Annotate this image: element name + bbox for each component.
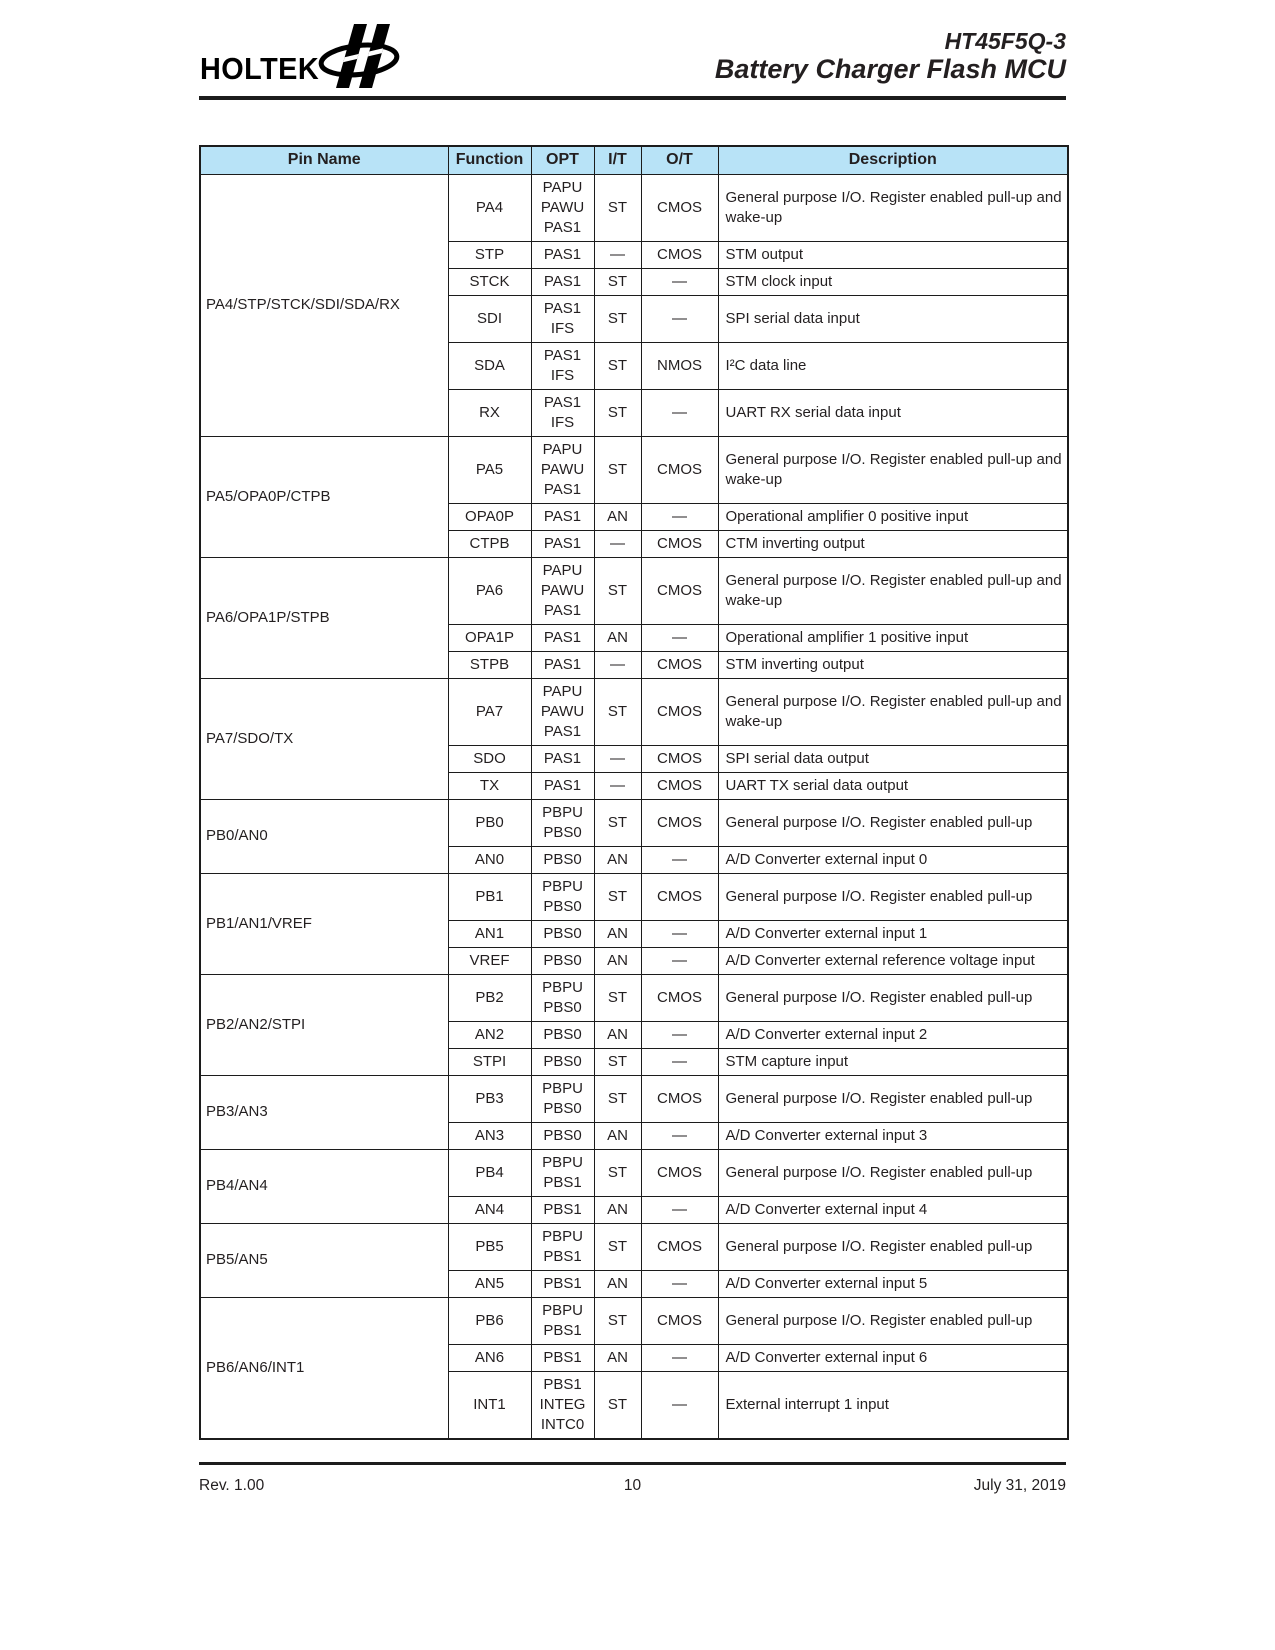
opt-register: PAPU: [542, 440, 583, 458]
opt-register: PBS1: [543, 1274, 582, 1292]
footer-date: July 31, 2019: [973, 1477, 1066, 1494]
description-cell: STM clock input: [718, 268, 1068, 295]
function-cell: PB4: [448, 1149, 531, 1196]
output-type-cell: —: [641, 268, 718, 295]
description-cell: General purpose I/O. Register enabled pull-up: [718, 974, 1068, 1021]
opt-register: PBS0: [543, 1099, 582, 1117]
table-body: [200, 174, 1068, 1439]
holtek-logo: [200, 22, 400, 90]
opt-cell: [531, 745, 594, 772]
function-cell: VREF: [448, 947, 531, 974]
pin-name-cell: PA7/SDO/TX: [200, 678, 448, 799]
output-type-cell: CMOS: [641, 557, 718, 624]
description-cell: General purpose I/O. Register enabled pull-up: [718, 799, 1068, 846]
input-type-cell: —: [594, 241, 641, 268]
input-type-cell: ST: [594, 799, 641, 846]
table-row: [200, 799, 1068, 846]
opt-register: IFS: [550, 413, 575, 431]
opt-register: PAWU: [540, 702, 585, 720]
opt-register: PAS1: [543, 655, 582, 673]
function-cell: RX: [448, 389, 531, 436]
function-cell: SDO: [448, 745, 531, 772]
function-cell: PA5: [448, 436, 531, 503]
column-header-opt: OPT: [531, 146, 594, 174]
pin-name-cell: PB1/AN1/VREF: [200, 873, 448, 974]
table-row: [200, 678, 1068, 745]
table-row: [200, 174, 1068, 241]
description-cell: SPI serial data output: [718, 745, 1068, 772]
opt-register: PBS0: [543, 897, 582, 915]
opt-cell: [531, 268, 594, 295]
opt-register: PBPU: [542, 803, 583, 821]
opt-cell: [531, 1196, 594, 1223]
column-header-i-t: I/T: [594, 146, 641, 174]
description-cell: STM capture input: [718, 1048, 1068, 1075]
opt-register: IFS: [550, 366, 575, 384]
description-cell: General purpose I/O. Register enabled pull-up: [718, 1075, 1068, 1122]
output-type-cell: —: [641, 920, 718, 947]
output-type-cell: CMOS: [641, 678, 718, 745]
opt-cell: [531, 503, 594, 530]
opt-cell: [531, 342, 594, 389]
output-type-cell: CMOS: [641, 436, 718, 503]
output-type-cell: NMOS: [641, 342, 718, 389]
function-cell: SDA: [448, 342, 531, 389]
column-header-description: Description: [718, 146, 1068, 174]
function-cell: OPA0P: [448, 503, 531, 530]
description-cell: Operational amplifier 1 positive input: [718, 624, 1068, 651]
description-cell: A/D Converter external input 6: [718, 1344, 1068, 1371]
output-type-cell: CMOS: [641, 1297, 718, 1344]
description-cell: STM inverting output: [718, 651, 1068, 678]
page-header: [199, 22, 1066, 94]
description-cell: UART TX serial data output: [718, 772, 1068, 799]
input-type-cell: ST: [594, 873, 641, 920]
input-type-cell: ST: [594, 389, 641, 436]
opt-cell: [531, 772, 594, 799]
output-type-cell: CMOS: [641, 651, 718, 678]
opt-cell: [531, 1048, 594, 1075]
opt-cell: [531, 920, 594, 947]
opt-register: PAS1: [543, 628, 582, 646]
output-type-cell: CMOS: [641, 1149, 718, 1196]
input-type-cell: ST: [594, 1223, 641, 1270]
description-cell: A/D Converter external input 3: [718, 1122, 1068, 1149]
opt-cell: [531, 1122, 594, 1149]
function-cell: INT1: [448, 1371, 531, 1439]
opt-register: IFS: [550, 319, 575, 337]
opt-cell: [531, 241, 594, 268]
opt-register: PBPU: [542, 978, 583, 996]
function-cell: PB1: [448, 873, 531, 920]
part-number: HT45F5Q-3: [944, 28, 1066, 54]
function-cell: AN5: [448, 1270, 531, 1297]
opt-register: PBPU: [542, 1227, 583, 1245]
pin-name-cell: PA5/OPA0P/CTPB: [200, 436, 448, 557]
output-type-cell: CMOS: [641, 873, 718, 920]
output-type-cell: —: [641, 503, 718, 530]
opt-cell: [531, 947, 594, 974]
opt-cell: [531, 530, 594, 557]
description-cell: A/D Converter external input 5: [718, 1270, 1068, 1297]
description-cell: STM output: [718, 241, 1068, 268]
opt-register: PBS0: [543, 850, 582, 868]
opt-register: PBPU: [542, 877, 583, 895]
input-type-cell: —: [594, 772, 641, 799]
table-row: [200, 1075, 1068, 1122]
input-type-cell: ST: [594, 342, 641, 389]
table-head: [200, 146, 1068, 174]
page-footer: [199, 1477, 1066, 1495]
opt-register: PBS0: [543, 1025, 582, 1043]
opt-register: INTC0: [540, 1415, 585, 1433]
description-cell: Operational amplifier 0 positive input: [718, 503, 1068, 530]
output-type-cell: —: [641, 1371, 718, 1439]
opt-cell: [531, 436, 594, 503]
input-type-cell: ST: [594, 174, 641, 241]
function-cell: PA7: [448, 678, 531, 745]
function-cell: AN2: [448, 1021, 531, 1048]
opt-cell: [531, 1371, 594, 1439]
description-cell: General purpose I/O. Register enabled pull-up and wake-up: [718, 174, 1068, 241]
input-type-cell: ST: [594, 295, 641, 342]
description-cell: A/D Converter external input 4: [718, 1196, 1068, 1223]
function-cell: AN1: [448, 920, 531, 947]
table-row: [200, 436, 1068, 503]
opt-cell: [531, 1297, 594, 1344]
output-type-cell: —: [641, 947, 718, 974]
function-cell: STPI: [448, 1048, 531, 1075]
opt-cell: [531, 174, 594, 241]
input-type-cell: ST: [594, 557, 641, 624]
opt-register: PBS0: [543, 924, 582, 942]
input-type-cell: AN: [594, 1344, 641, 1371]
output-type-cell: —: [641, 846, 718, 873]
opt-cell: [531, 624, 594, 651]
input-type-cell: AN: [594, 624, 641, 651]
opt-register: PBPU: [542, 1079, 583, 1097]
function-cell: PB0: [448, 799, 531, 846]
table-header-row: [200, 146, 1068, 174]
function-cell: PB2: [448, 974, 531, 1021]
opt-register: PBS0: [543, 1052, 582, 1070]
opt-register: PAWU: [540, 581, 585, 599]
opt-register: PBS0: [543, 998, 582, 1016]
output-type-cell: —: [641, 1048, 718, 1075]
description-cell: I²C data line: [718, 342, 1068, 389]
description-cell: General purpose I/O. Register enabled pull-up and wake-up: [718, 557, 1068, 624]
output-type-cell: CMOS: [641, 1223, 718, 1270]
description-cell: A/D Converter external input 1: [718, 920, 1068, 947]
opt-register: PAS1: [543, 534, 582, 552]
opt-register: PBS0: [543, 1126, 582, 1144]
input-type-cell: AN: [594, 1021, 641, 1048]
input-type-cell: ST: [594, 436, 641, 503]
table-row: [200, 873, 1068, 920]
output-type-cell: —: [641, 1270, 718, 1297]
table-row: [200, 557, 1068, 624]
pin-name-cell: PB5/AN5: [200, 1223, 448, 1297]
opt-register: INTEG: [539, 1395, 586, 1413]
input-type-cell: —: [594, 651, 641, 678]
table-row: [200, 974, 1068, 1021]
doc-title-block: [715, 28, 1066, 84]
description-cell: General purpose I/O. Register enabled pull-up: [718, 1223, 1068, 1270]
opt-register: PBPU: [542, 1301, 583, 1319]
opt-cell: [531, 1149, 594, 1196]
function-cell: PB6: [448, 1297, 531, 1344]
opt-register: PAS1: [543, 601, 582, 619]
opt-cell: [531, 295, 594, 342]
function-cell: STCK: [448, 268, 531, 295]
pin-name-cell: PB0/AN0: [200, 799, 448, 873]
opt-register: PAS1: [543, 749, 582, 767]
input-type-cell: AN: [594, 846, 641, 873]
function-cell: CTPB: [448, 530, 531, 557]
input-type-cell: ST: [594, 1075, 641, 1122]
output-type-cell: CMOS: [641, 1075, 718, 1122]
table-row: [200, 1297, 1068, 1344]
opt-register: PAS1: [543, 346, 582, 364]
output-type-cell: CMOS: [641, 174, 718, 241]
input-type-cell: ST: [594, 678, 641, 745]
input-type-cell: ST: [594, 268, 641, 295]
function-cell: OPA1P: [448, 624, 531, 651]
holtek-logo-icon: [318, 22, 400, 90]
opt-register: PAS1: [543, 722, 582, 740]
output-type-cell: —: [641, 1344, 718, 1371]
function-cell: AN6: [448, 1344, 531, 1371]
input-type-cell: ST: [594, 1297, 641, 1344]
opt-register: PAS1: [543, 218, 582, 236]
opt-register: PAWU: [540, 198, 585, 216]
opt-cell: [531, 1223, 594, 1270]
description-cell: General purpose I/O. Register enabled pull-up: [718, 1149, 1068, 1196]
opt-register: PBPU: [542, 1153, 583, 1171]
pin-name-cell: PA4/STP/STCK/SDI/SDA/RX: [200, 174, 448, 436]
table-row: [200, 1223, 1068, 1270]
footer-rule: [199, 1462, 1066, 1465]
pin-description-table: [199, 145, 1069, 1440]
opt-cell: [531, 1344, 594, 1371]
function-cell: PB3: [448, 1075, 531, 1122]
input-type-cell: AN: [594, 1196, 641, 1223]
opt-register: PAWU: [540, 460, 585, 478]
opt-cell: [531, 873, 594, 920]
function-cell: SDI: [448, 295, 531, 342]
opt-cell: [531, 557, 594, 624]
input-type-cell: AN: [594, 947, 641, 974]
opt-register: PBS0: [543, 823, 582, 841]
opt-register: PAS1: [543, 299, 582, 317]
output-type-cell: CMOS: [641, 530, 718, 557]
opt-cell: [531, 1021, 594, 1048]
input-type-cell: ST: [594, 1371, 641, 1439]
input-type-cell: AN: [594, 920, 641, 947]
description-cell: General purpose I/O. Register enabled pull-up and wake-up: [718, 436, 1068, 503]
input-type-cell: —: [594, 745, 641, 772]
opt-cell: [531, 651, 594, 678]
pin-name-cell: PB2/AN2/STPI: [200, 974, 448, 1075]
output-type-cell: CMOS: [641, 241, 718, 268]
function-cell: PB5: [448, 1223, 531, 1270]
description-cell: A/D Converter external input 0: [718, 846, 1068, 873]
column-header-o-t: O/T: [641, 146, 718, 174]
opt-register: PAS1: [543, 272, 582, 290]
opt-register: PAS1: [543, 480, 582, 498]
output-type-cell: —: [641, 1122, 718, 1149]
opt-register: PBS1: [543, 1321, 582, 1339]
description-cell: SPI serial data input: [718, 295, 1068, 342]
function-cell: AN3: [448, 1122, 531, 1149]
opt-register: PAPU: [542, 561, 583, 579]
description-cell: UART RX serial data input: [718, 389, 1068, 436]
table-row: [200, 1149, 1068, 1196]
doc-subtitle: Battery Charger Flash MCU: [714, 54, 1066, 84]
description-cell: General purpose I/O. Register enabled pull-up: [718, 1297, 1068, 1344]
description-cell: General purpose I/O. Register enabled pull-up: [718, 873, 1068, 920]
opt-register: PBS1: [543, 1375, 582, 1393]
description-cell: General purpose I/O. Register enabled pull-up and wake-up: [718, 678, 1068, 745]
output-type-cell: —: [641, 1196, 718, 1223]
column-header-pin-name: Pin Name: [200, 146, 448, 174]
opt-cell: [531, 678, 594, 745]
opt-register: PAS1: [543, 245, 582, 263]
output-type-cell: CMOS: [641, 772, 718, 799]
output-type-cell: CMOS: [641, 974, 718, 1021]
input-type-cell: AN: [594, 1270, 641, 1297]
opt-register: PAS1: [543, 776, 582, 794]
description-cell: CTM inverting output: [718, 530, 1068, 557]
opt-register: PAPU: [542, 682, 583, 700]
pin-name-cell: PB3/AN3: [200, 1075, 448, 1149]
opt-cell: [531, 1270, 594, 1297]
description-cell: External interrupt 1 input: [718, 1371, 1068, 1439]
function-cell: PA6: [448, 557, 531, 624]
footer-revision: Rev. 1.00: [199, 1477, 265, 1494]
opt-register: PBS0: [543, 951, 582, 969]
output-type-cell: CMOS: [641, 799, 718, 846]
output-type-cell: CMOS: [641, 745, 718, 772]
column-header-function: Function: [448, 146, 531, 174]
opt-register: PAS1: [543, 507, 582, 525]
input-type-cell: ST: [594, 974, 641, 1021]
opt-register: PAPU: [542, 178, 583, 196]
function-cell: TX: [448, 772, 531, 799]
description-cell: A/D Converter external reference voltage input: [718, 947, 1068, 974]
description-cell: A/D Converter external input 2: [718, 1021, 1068, 1048]
input-type-cell: ST: [594, 1048, 641, 1075]
function-cell: STPB: [448, 651, 531, 678]
input-type-cell: AN: [594, 1122, 641, 1149]
input-type-cell: ST: [594, 1149, 641, 1196]
opt-register: PBS1: [543, 1200, 582, 1218]
function-cell: STP: [448, 241, 531, 268]
output-type-cell: —: [641, 389, 718, 436]
input-type-cell: —: [594, 530, 641, 557]
output-type-cell: —: [641, 1021, 718, 1048]
opt-cell: [531, 974, 594, 1021]
opt-register: PAS1: [543, 393, 582, 411]
pin-name-cell: PB6/AN6/INT1: [200, 1297, 448, 1439]
opt-cell: [531, 1075, 594, 1122]
header-rule: [199, 96, 1066, 100]
opt-register: PBS1: [543, 1247, 582, 1265]
opt-cell: [531, 799, 594, 846]
function-cell: AN4: [448, 1196, 531, 1223]
holtek-logo-text: HOLTEK: [200, 51, 320, 86]
function-cell: AN0: [448, 846, 531, 873]
opt-register: PBS1: [543, 1173, 582, 1191]
footer-page-number: 10: [623, 1477, 642, 1494]
output-type-cell: —: [641, 624, 718, 651]
output-type-cell: —: [641, 295, 718, 342]
pin-name-cell: PA6/OPA1P/STPB: [200, 557, 448, 678]
input-type-cell: AN: [594, 503, 641, 530]
function-cell: PA4: [448, 174, 531, 241]
opt-register: PBS1: [543, 1348, 582, 1366]
pin-name-cell: PB4/AN4: [200, 1149, 448, 1223]
opt-cell: [531, 846, 594, 873]
opt-cell: [531, 389, 594, 436]
